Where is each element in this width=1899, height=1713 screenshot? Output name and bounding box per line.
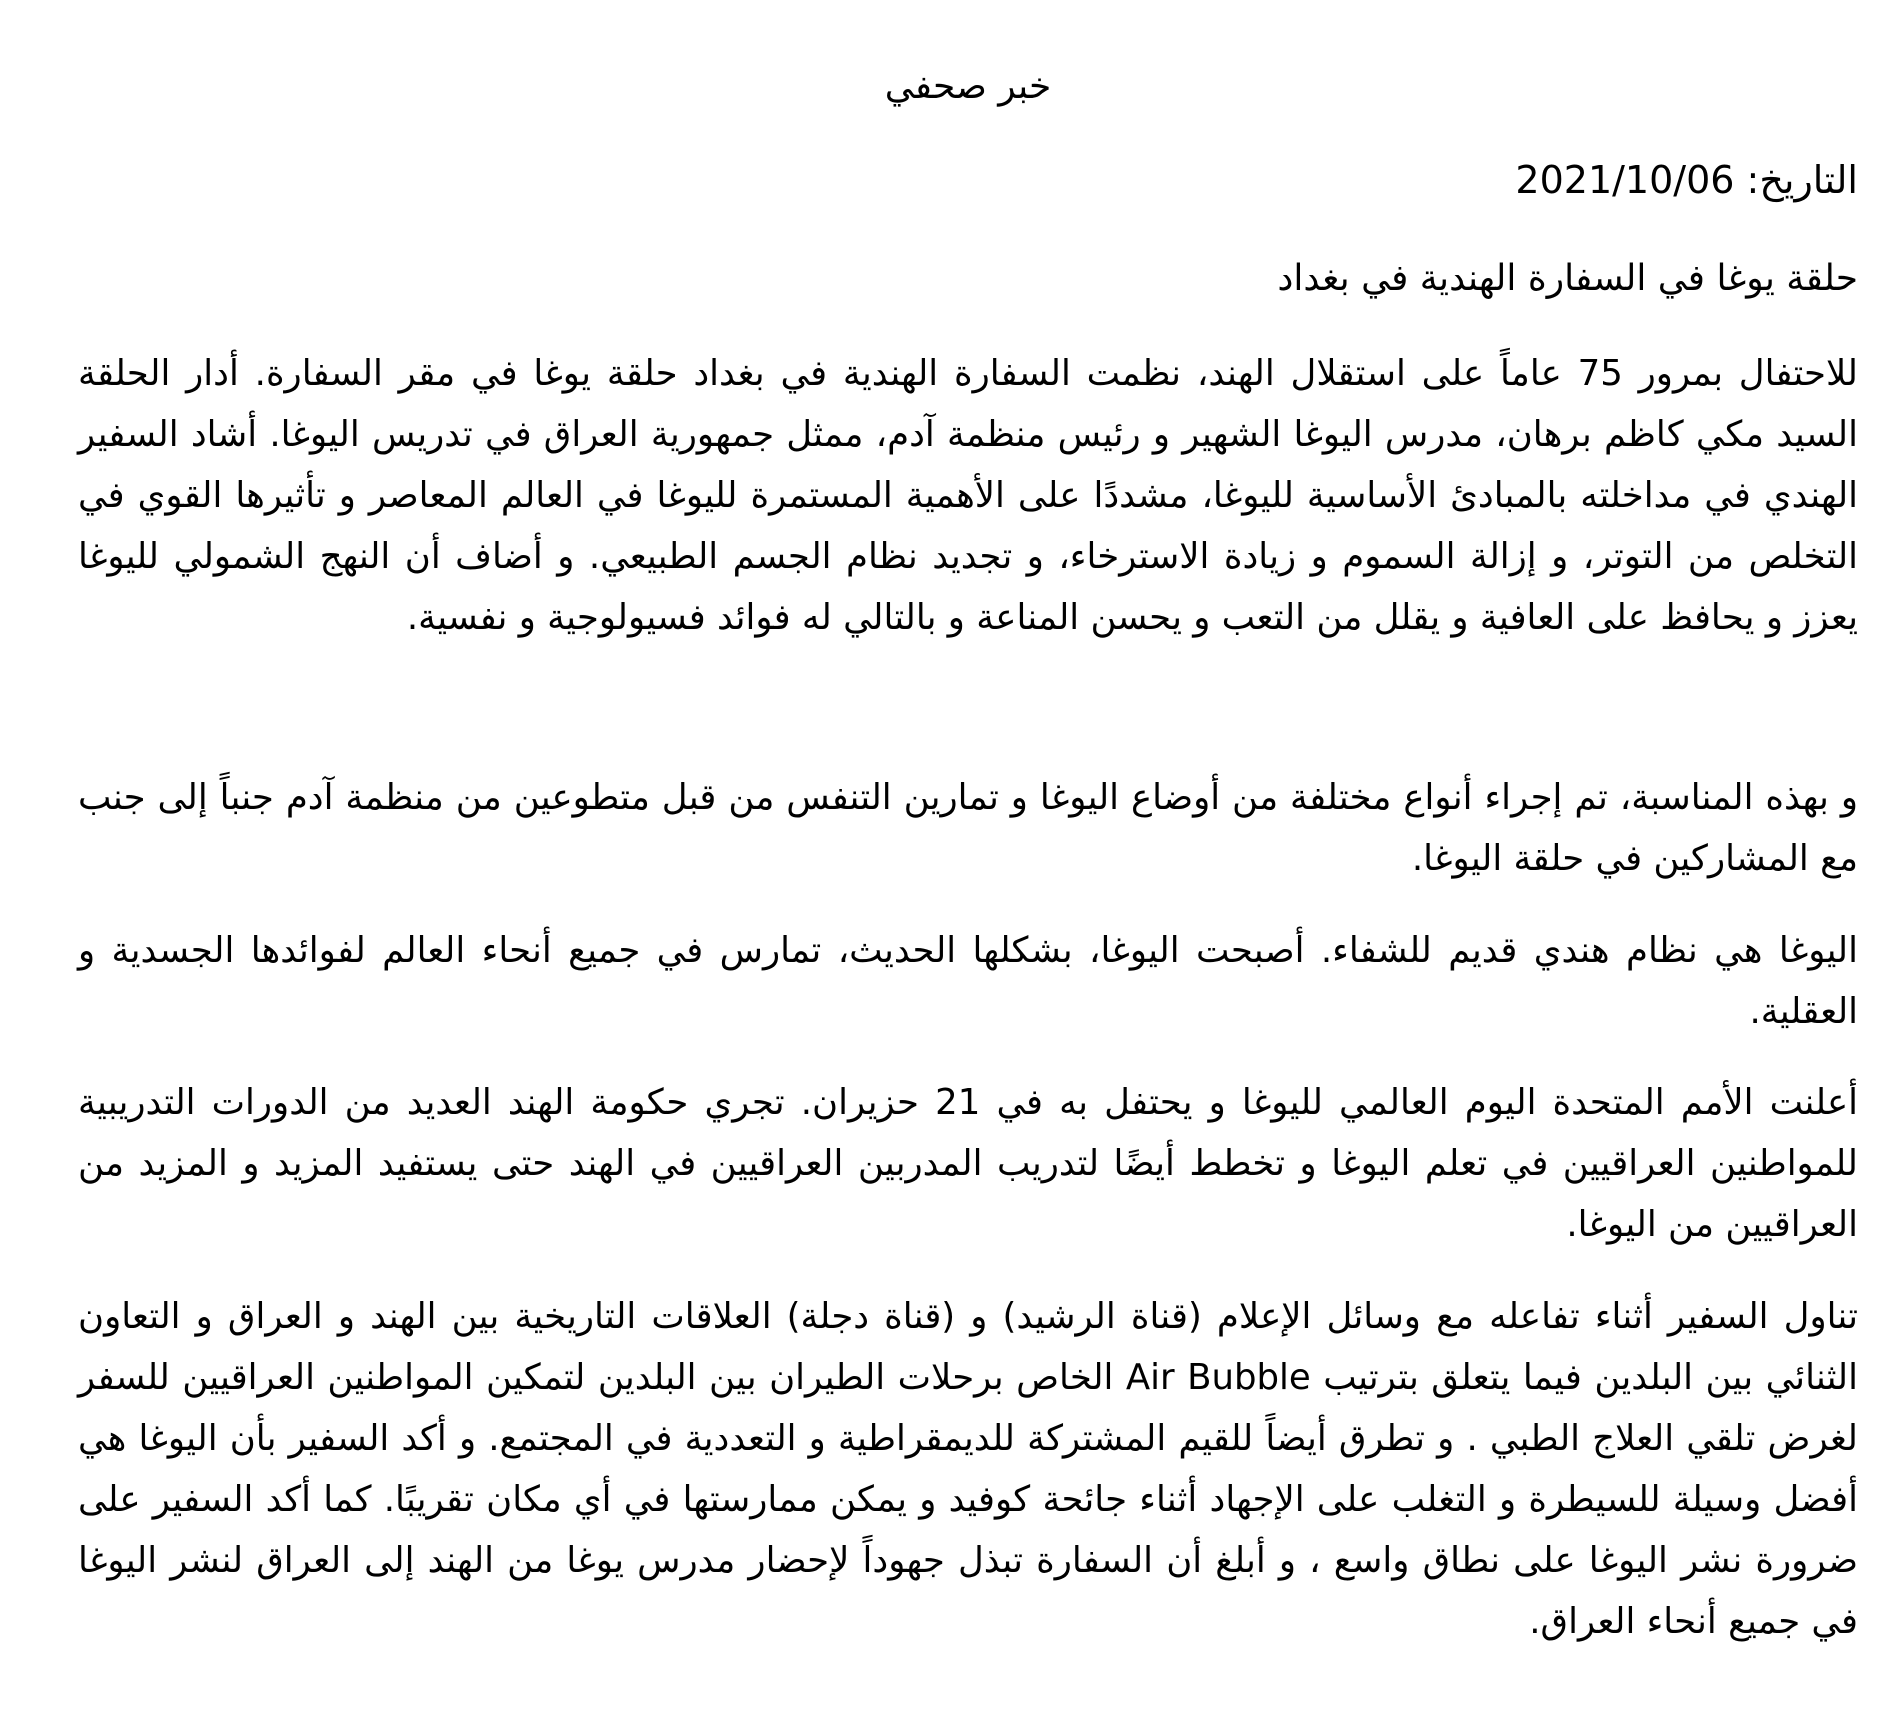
document-title: خبر صحفي — [884, 66, 1052, 107]
press-release-page — [78, 0, 1858, 1713]
paragraph-3: اليوغا هي نظام هندي قديم للشفاء. أصبحت اليوغا، بشكلها الحديث، تمارس في جميع أنحاء العالم لفوائدها الجسدية و العقلية. — [78, 930, 1858, 1032]
date-label: التاريخ: — [1746, 158, 1858, 202]
paragraph-1: للاحتفال بمرور 75 عاماً على استقلال الهند، نظمت السفارة الهندية في بغداد حلقة يوغا في مقر السفارة. أدار الحلقة السيد مكي كاظم برهان، مدرس اليوغا الشهير و رئيس منظمة آدم، ممثل جمهورية العراق في تدريس اليوغا. أشاد السفير الهندي في مداخلته بالمبادئ الأساسية لليوغا، مشددًا على الأهمية المستمرة لليوغا في العالم المعاصر و تأثيرها القوي في التخلص من التوتر، و إزالة السموم و زيادة الاسترخاء، و تجديد نظام الجسم الطبيعي. و أضاف أن النهج الشمولي لليوغا يعزز و يحافظ على العافية و يقلل من التعب و يحسن المناعة و بالتالي له فوائد فسيولوجية و نفسية. — [78, 353, 1858, 638]
date-line — [1515, 152, 1858, 208]
date-value: 2021/10/06 — [1515, 158, 1735, 202]
headline: حلقة يوغا في السفارة الهندية في بغداد — [1277, 258, 1858, 299]
paragraph-4: أعلنت الأمم المتحدة اليوم العالمي لليوغا و يحتفل به في 21 حزيران. تجري حكومة الهند العديد من الدورات التدريبية للمواطنين العراقيين في تعلم اليوغا و تخطط أيضًا لتدريب المدربين العراقيين في الهند حتى يستفيد المزيد و المزيد من العراقيين من اليوغا. — [78, 1082, 1858, 1245]
paragraph-2: و بهذه المناسبة، تم إجراء أنواع مختلفة من أوضاع اليوغا و تمارين التنفس من قبل متطوعين من منظمة آدم جنباً إلى جنب مع المشاركين في حلقة اليوغا. — [78, 777, 1858, 879]
paragraph-5: تناول السفير أثناء تفاعله مع وسائل الإعلام (قناة الرشيد) و (قناة دجلة) العلاقات التاريخية بين الهند و العراق و التعاون الثنائي بين البلدين فيما يتعلق بترتيب Air Bubble الخاص برحلات الطيران بين البلدين لتمكين المواطنين العراقيين للسفر لغرض تلقي العلاج الطبي . و تطرق أيضاً للقيم المشتركة للديمقراطية و التعددية في المجتمع. و أكد السفير بأن اليوغا هي أفضل وسيلة للسيطرة و التغلب على الإجهاد أثناء جائحة كوفيد و يمكن ممارستها في أي مكان تقريبًا. كما أكد السفير على ضرورة نشر اليوغا على نطاق واسع ، و أبلغ أن السفارة تبذل جهوداً لإحضار مدرس يوغا من الهند إلى العراق لنشر اليوغا في جميع أنحاء العراق. — [78, 1296, 1858, 1642]
